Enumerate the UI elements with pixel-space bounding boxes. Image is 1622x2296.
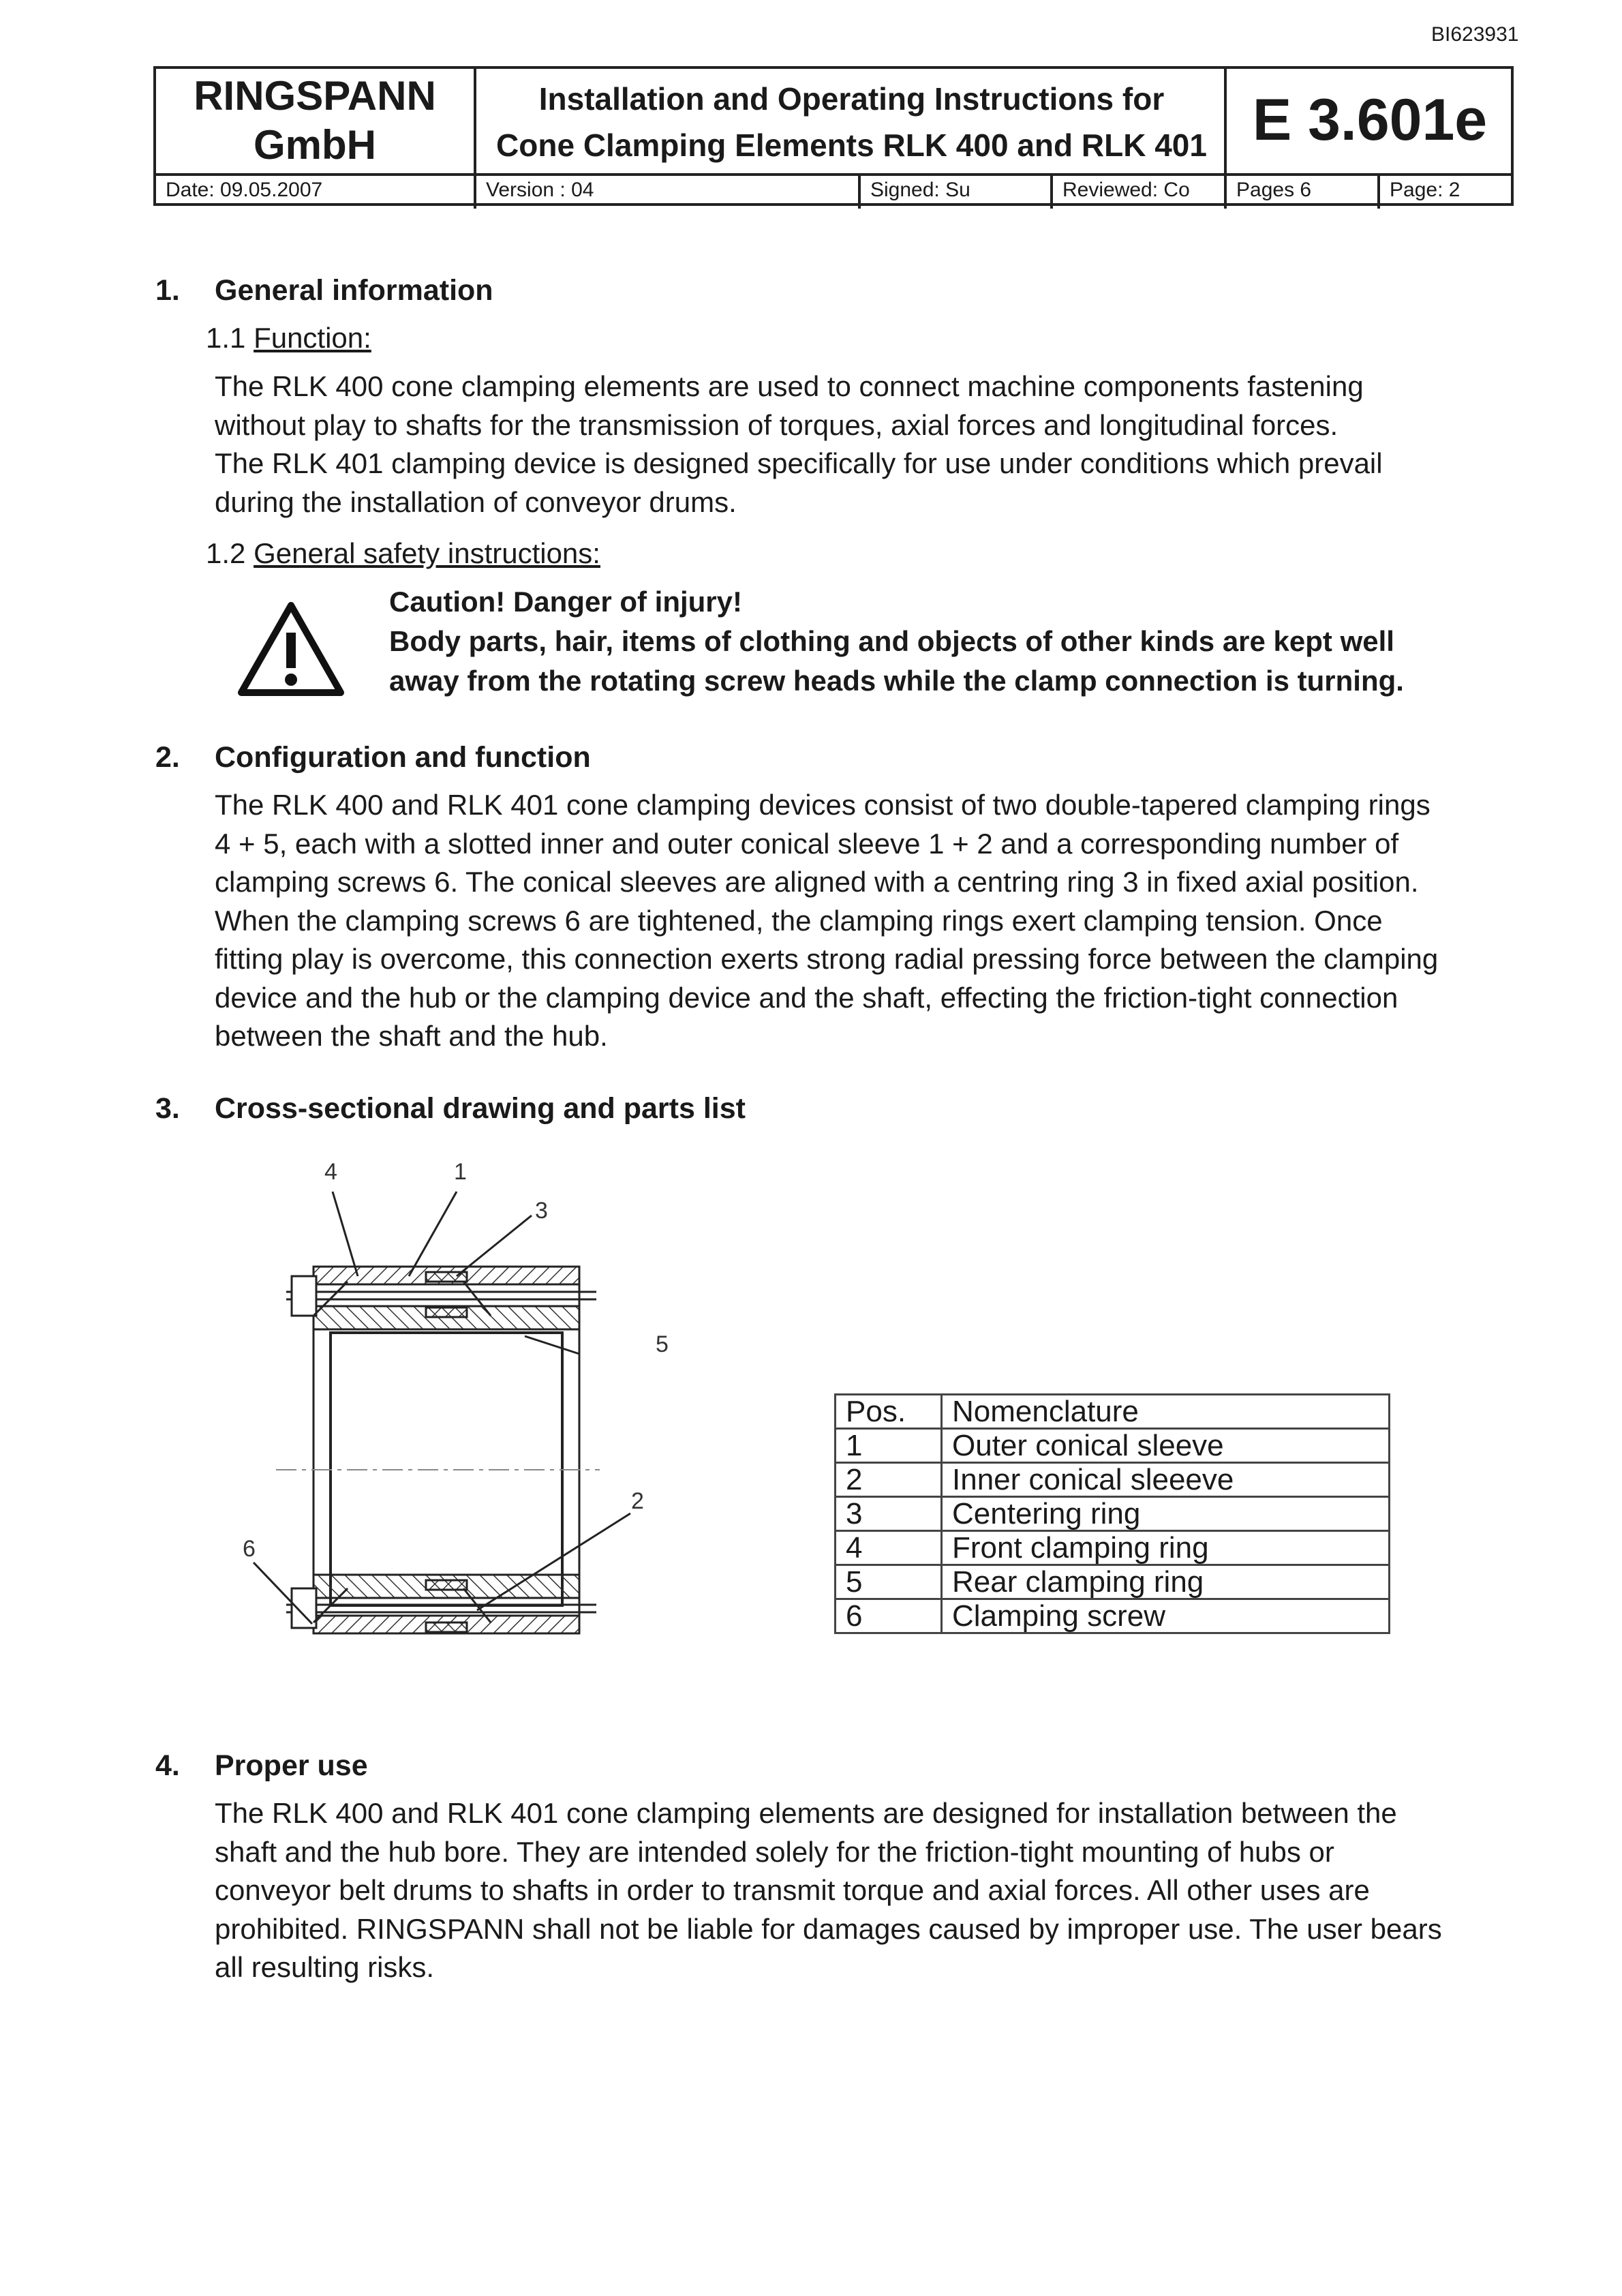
function-paragraph	[215, 367, 1510, 522]
table-row	[836, 1565, 1390, 1599]
table-cell: 1	[836, 1429, 942, 1463]
meta-pages: Pages 6	[1236, 179, 1312, 201]
header-block	[153, 66, 1514, 206]
subsection-number: 1.2	[206, 537, 246, 569]
meta-reviewed: Reviewed: Co	[1062, 179, 1190, 201]
table-cell: Front clamping ring	[942, 1531, 1390, 1565]
section-number: 4.	[155, 1749, 180, 1782]
callout-label: 4	[324, 1159, 337, 1185]
meta-signed: Signed: Su	[870, 179, 970, 201]
text-line: clamping screws 6. The conical sleeves are aligned with a centring ring 3 in fixed axial position.	[215, 866, 1419, 898]
company-name	[156, 72, 474, 174]
meta-date: Date: 09.05.2007	[166, 179, 323, 201]
section-number: 1.	[155, 274, 180, 307]
section-3-heading	[155, 1091, 973, 1126]
table-header-row	[836, 1395, 1390, 1429]
text-line: 4 + 5, each with a slotted inner and outer conical sleeve 1 + 2 and a corresponding number of	[215, 827, 1399, 860]
text-line: When the clamping screws 6 are tightened, the clamping rings exert clamping tension. Once	[215, 904, 1383, 937]
table-row	[836, 1599, 1390, 1633]
subsection-1-2	[206, 536, 600, 571]
cross-section-drawing	[232, 1152, 695, 1697]
text-line: without play to shafts for the transmission of torques, axial forces and longitudinal forces.	[215, 408, 1338, 441]
parts-list-table	[834, 1393, 1390, 1634]
text-line: The RLK 401 clamping device is designed specifically for use under conditions which prevail	[215, 447, 1383, 479]
subsection-number: 1.1	[206, 322, 246, 354]
section-title: General information	[215, 274, 493, 307]
section-2-heading	[155, 740, 973, 775]
callout-label: 5	[656, 1331, 669, 1357]
table-header: Nomenclature	[942, 1395, 1390, 1429]
section-4-heading	[155, 1748, 973, 1783]
table-row	[836, 1531, 1390, 1565]
warning-line: Caution! Danger of injury!	[389, 586, 742, 618]
table-row	[836, 1463, 1390, 1497]
table-cell: 5	[836, 1565, 942, 1599]
section-title: Configuration and function	[215, 741, 591, 774]
table-cell: Inner conical sleeeve	[942, 1463, 1390, 1497]
table-row	[836, 1497, 1390, 1531]
meta-page: Page: 2	[1390, 179, 1460, 201]
text-line: between the shaft and the hub.	[215, 1020, 608, 1052]
configuration-paragraph	[215, 786, 1510, 1056]
document-number: E 3.601e	[1252, 87, 1488, 153]
subsection-1-1	[206, 320, 371, 356]
table-cell: 4	[836, 1531, 942, 1565]
table-cell: 6	[836, 1599, 942, 1633]
section-1-heading	[155, 273, 973, 308]
document-title	[479, 76, 1224, 178]
table-cell: Centering ring	[942, 1497, 1390, 1531]
text-line: device and the hub or the clamping device and the shaft, effecting the friction-tight connection	[215, 981, 1398, 1014]
text-line: conveyor belt drums to shafts in order to transmit torque and axial forces. All other uses are	[215, 1874, 1370, 1906]
text-line: fitting play is overcome, this connection exerts strong radial pressing force between the clamping	[215, 943, 1439, 975]
section-title: Cross-sectional drawing and parts list	[215, 1092, 746, 1125]
subsection-title: General safety instructions:	[254, 537, 600, 569]
document-id: BI623931	[1431, 23, 1519, 46]
table-header: Pos.	[836, 1395, 942, 1429]
warning-line: Body parts, hair, items of clothing and objects of other kinds are kept well	[389, 625, 1394, 657]
section-number: 3.	[155, 1092, 180, 1125]
table-cell: 2	[836, 1463, 942, 1497]
company-label: RINGSPANN GmbH	[194, 73, 436, 168]
safety-warning	[389, 582, 1514, 701]
callout-label: 6	[243, 1536, 256, 1562]
text-line: The RLK 400 and RLK 401 cone clamping devices consist of two double-tapered clamping rings	[215, 789, 1430, 821]
section-number: 2.	[155, 741, 180, 774]
table-cell: Rear clamping ring	[942, 1565, 1390, 1599]
title-line-1: Installation and Operating Instructions for	[538, 81, 1165, 117]
text-line: The RLK 400 and RLK 401 cone clamping elements are designed for installation between the	[215, 1797, 1397, 1829]
table-row	[836, 1429, 1390, 1463]
text-line: shaft and the hub bore. They are intended solely for the friction-tight mounting of hubs or	[215, 1835, 1334, 1868]
text-line: prohibited. RINGSPANN shall not be liable for damages caused by improper use. The user bears	[215, 1912, 1442, 1945]
text-line: The RLK 400 cone clamping elements are used to connect machine components fastening	[215, 370, 1364, 402]
table-cell: 3	[836, 1497, 942, 1531]
callout-label: 2	[631, 1488, 644, 1514]
text-line: all resulting risks.	[215, 1951, 435, 1983]
table-cell: Clamping screw	[942, 1599, 1390, 1633]
title-line-2: Cone Clamping Elements RLK 400 and RLK 401	[496, 127, 1207, 163]
subsection-title: Function:	[254, 322, 371, 354]
section-title: Proper use	[215, 1749, 368, 1782]
text-line: during the installation of conveyor drums.	[215, 485, 737, 518]
meta-version: Version : 04	[486, 179, 594, 201]
callout-label: 1	[454, 1159, 467, 1185]
table-cell: Outer conical sleeve	[942, 1429, 1390, 1463]
callout-label: 3	[535, 1198, 548, 1224]
warning-line: away from the rotating screw heads while the clamp connection is turning.	[389, 665, 1404, 697]
proper-use-paragraph	[215, 1794, 1523, 1987]
warning-icon	[236, 600, 346, 699]
